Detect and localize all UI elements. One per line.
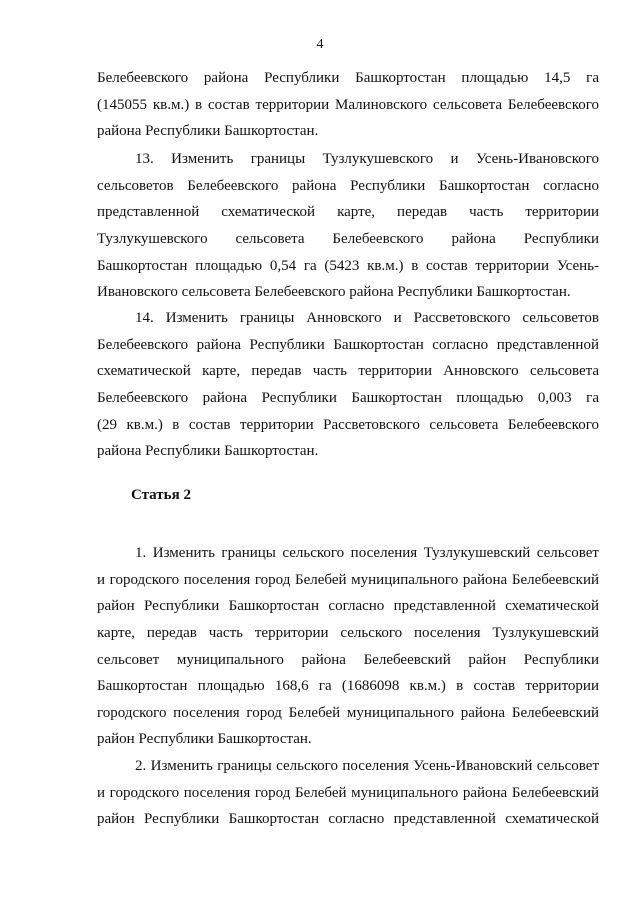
article-item-1-line: Башкортостан площадью 168,6 га (1686098 кв.м.) в состав территории: [97, 678, 599, 694]
article-item-1-line: и городского поселения город Белебей муниципального района Белебеевский: [97, 572, 599, 588]
article-heading: Статья 2: [131, 487, 191, 503]
item-14-line: Белебеевского района Республики Башкортостан согласно представленной: [97, 337, 599, 353]
item-13-line: Ивановского сельсовета Белебеевского района Республики Башкортостан.: [97, 284, 571, 300]
item-13-line: Башкортостан площадью 0,54 га (5423 кв.м.) в состав территории Усень-: [97, 258, 599, 274]
article-item-2-line: и городского поселения город Белебей муниципального района Белебеевский: [97, 785, 599, 801]
article-item-2-line: 2. Изменить границы сельского поселения Усень-Ивановский сельсовет: [135, 758, 599, 774]
item-13-line: Тузлукушевского сельсовета Белебеевского района Республики: [97, 231, 599, 247]
paragraph-line: (145055 кв.м.) в состав территории Малиновского сельсовета Белебеевского: [97, 97, 599, 113]
item-14-line: района Республики Башкортостан.: [97, 443, 319, 459]
item-14-line: (29 кв.м.) в состав территории Рассветовского сельсовета Белебеевского: [97, 417, 599, 433]
paragraph-line: Белебеевского района Республики Башкортостан площадью 14,5 га: [97, 70, 599, 86]
article-item-1-line: сельсовет муниципального района Белебеевский район Республики: [97, 652, 599, 668]
article-item-2-line: район Республики Башкортостан согласно представленной схематической: [97, 811, 599, 827]
item-13-line: 13. Изменить границы Тузлукушевского и Усень-Ивановского: [135, 151, 599, 167]
item-14-line: схематической карте, передав часть территории Анновского сельсовета: [97, 363, 599, 379]
article-item-1-line: район Республики Башкортостан.: [97, 731, 312, 747]
item-14-line: 14. Изменить границы Анновского и Рассветовского сельсоветов: [135, 310, 599, 326]
item-13-line: представленной схематической карте, передав часть территории: [97, 204, 599, 220]
article-item-1-line: район Республики Башкортостан согласно представленной схематической: [97, 598, 599, 614]
article-item-1-line: городского поселения город Белебей муниципального района Белебеевский: [97, 705, 599, 721]
item-14-line: Белебеевского района Республики Башкортостан площадью 0,003 га: [97, 390, 599, 406]
article-item-1-line: карте, передав часть территории сельского поселения Тузлукушевский: [97, 625, 599, 641]
item-13-line: сельсоветов Белебеевского района Республики Башкортостан согласно: [97, 178, 599, 194]
paragraph-line: района Республики Башкортостан.: [97, 123, 319, 139]
article-item-1-line: 1. Изменить границы сельского поселения Тузлукушевский сельсовет: [135, 545, 599, 561]
page-number: 4: [316, 37, 324, 52]
